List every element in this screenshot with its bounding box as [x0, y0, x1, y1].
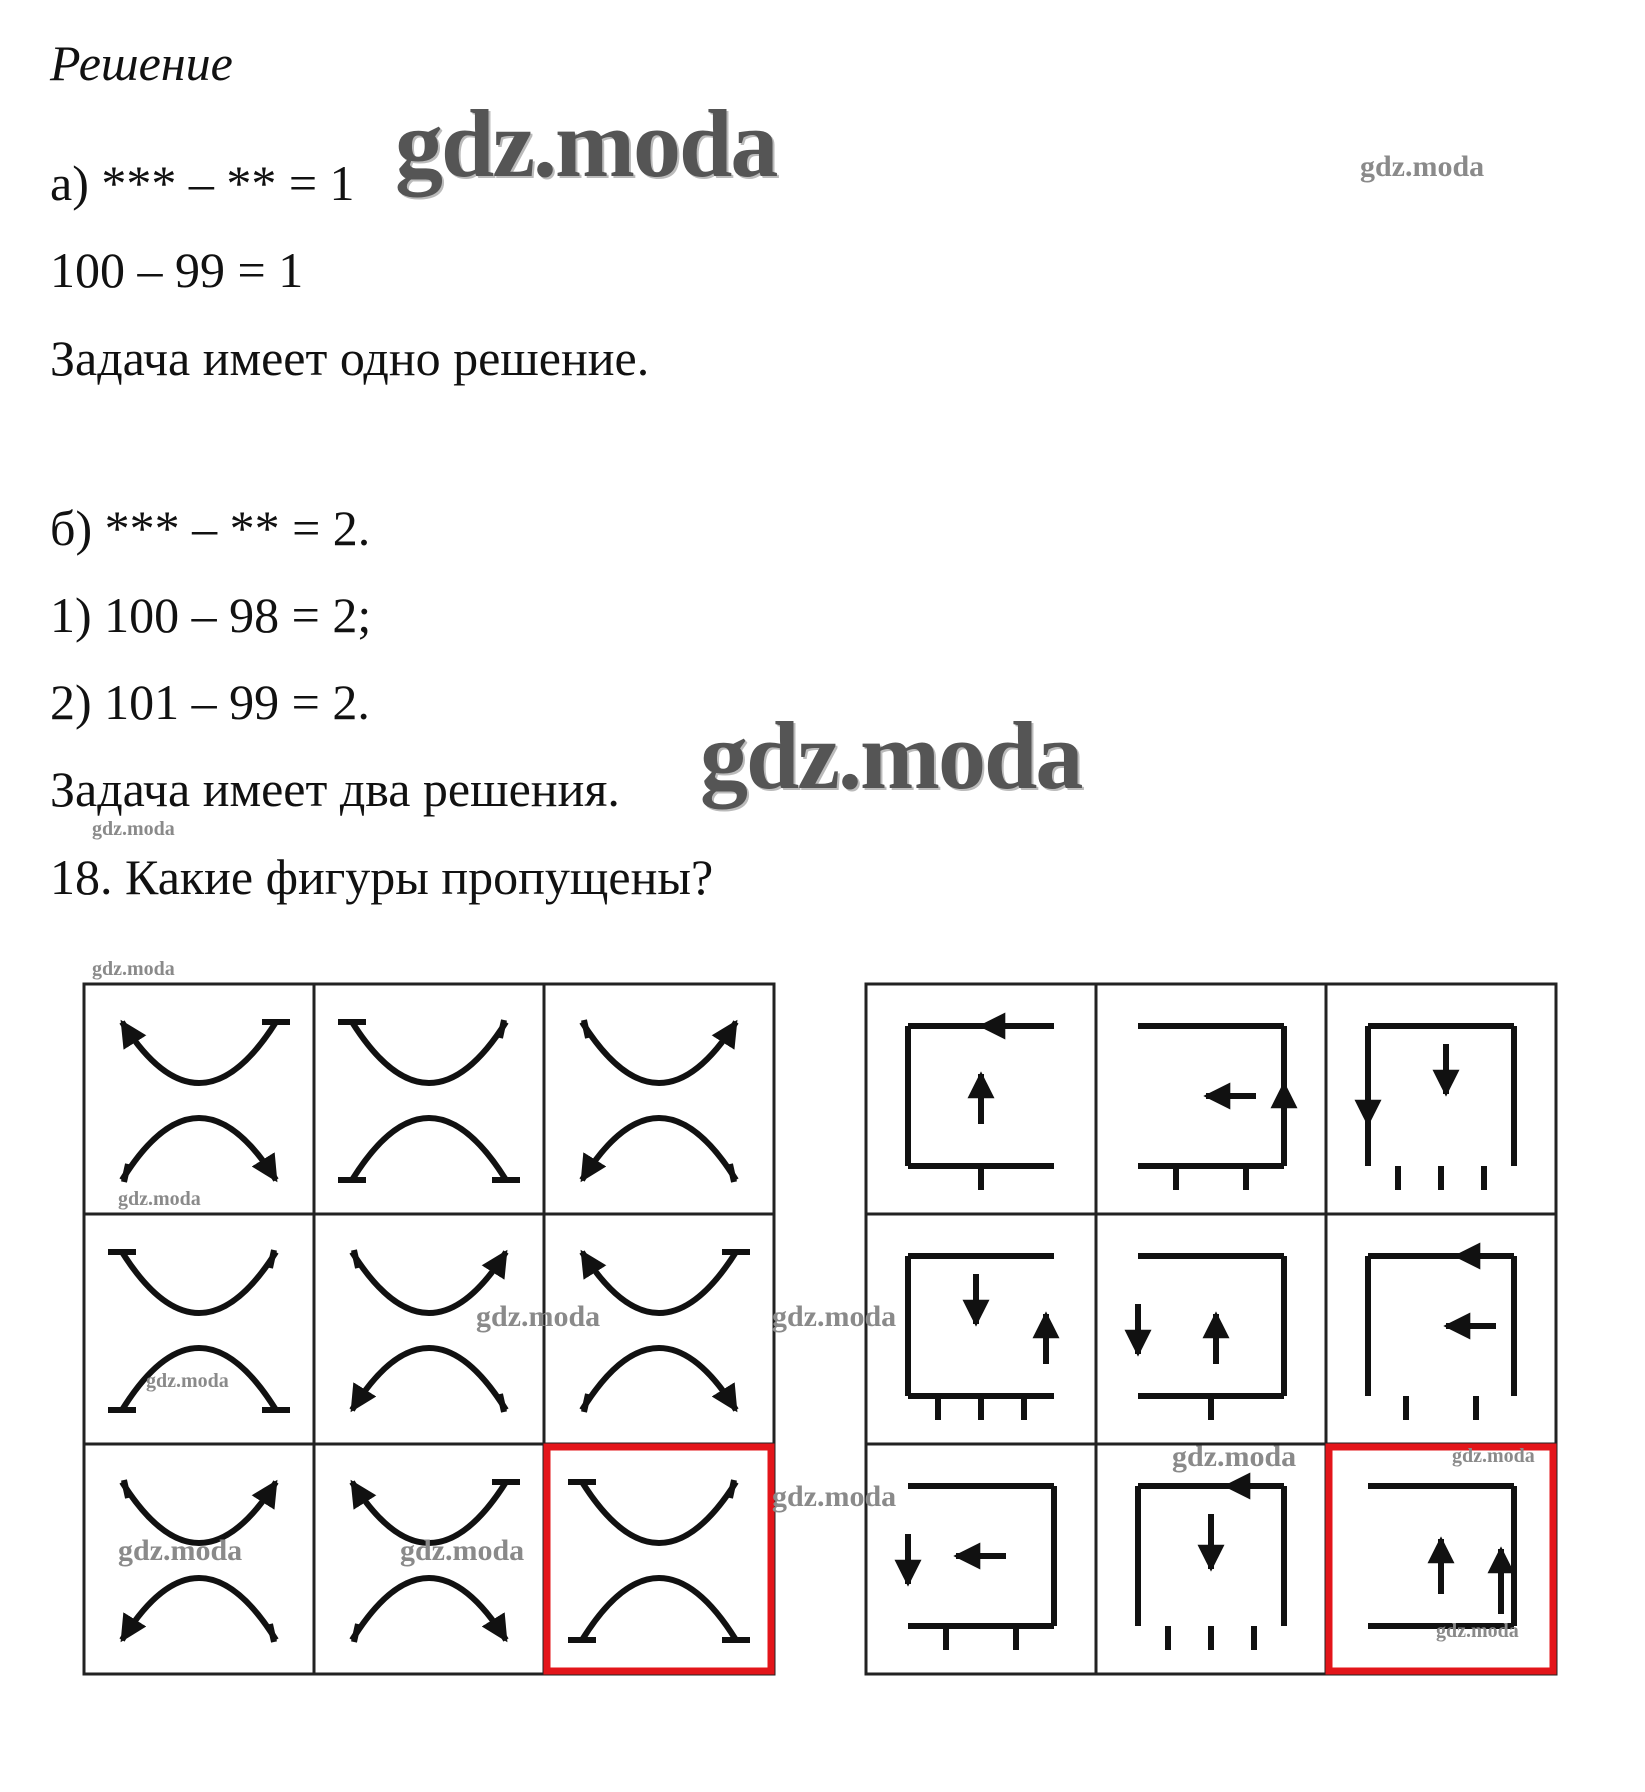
watermark-logo: gdz.moda: [146, 1370, 229, 1392]
arc-open-end: [584, 1020, 588, 1038]
watermark-logo: gdz.moda: [700, 702, 1082, 809]
watermark-logo: gdz.moda: [118, 1188, 201, 1210]
bracket-figure-cell: [1096, 1444, 1326, 1674]
part-b-statement: б) *** – ** = 2.: [50, 500, 371, 556]
watermark-logo: gdz.moda: [92, 818, 175, 840]
watermark-logo: gdz.moda: [1452, 1445, 1535, 1467]
arc-open-end: [124, 1164, 128, 1182]
part-a-equation: 100 – 99 = 1: [50, 242, 304, 298]
bracket-figure-cell: [1326, 1214, 1556, 1444]
part-b-conclusion: Задача имеет два решения.: [50, 761, 620, 817]
bracket-figure-cell: [1096, 984, 1326, 1214]
watermark-logo: gdz.moda: [772, 1480, 897, 1513]
bracket-figure-cell: [866, 1444, 1096, 1674]
arc-figure-cell: [84, 984, 314, 1214]
part-a-statement: а) *** – ** = 1: [50, 155, 355, 211]
arc-open-end: [730, 1164, 734, 1182]
grid-cell: [544, 984, 774, 1214]
part-b-solution-2: 2) 101 – 99 = 2.: [50, 674, 370, 730]
bracket-figure-cell: [1326, 984, 1556, 1214]
arc-figure-cell: [544, 984, 774, 1214]
arc-open-end: [500, 1394, 504, 1412]
watermark-logo: gdz.moda: [476, 1300, 601, 1333]
watermark-logo: gdz.moda: [1360, 150, 1485, 183]
arc-open-end: [270, 1624, 274, 1642]
grid-cell: [84, 984, 314, 1214]
bracket-figure-cell: [866, 984, 1096, 1214]
task-18-question: 18. Какие фигуры пропущены?: [50, 849, 714, 905]
watermark-logo: gdz.moda: [1172, 1440, 1297, 1473]
arc-open-end: [354, 1624, 358, 1642]
part-a-conclusion: Задача имеет одно решение.: [50, 330, 650, 386]
watermark-logo: gdz.moda: [395, 90, 777, 197]
watermark-logo: gdz.moda: [92, 958, 175, 980]
arc-figure-cell: [314, 984, 544, 1214]
arc-open-end: [354, 1250, 358, 1268]
bracket-figure-cell: [1096, 1214, 1326, 1444]
arc-open-end: [730, 1480, 734, 1498]
arc-open-end: [584, 1394, 588, 1412]
arc-open-end: [270, 1250, 274, 1268]
arc-figure-cell: [84, 1214, 314, 1444]
grid-cell: [1326, 1214, 1556, 1444]
watermark-logo: gdz.moda: [118, 1534, 243, 1567]
bracket-figure-cell: [866, 1214, 1096, 1444]
watermark-logo: gdz.moda: [1436, 1620, 1519, 1642]
watermark-logo: gdz.moda: [772, 1300, 897, 1333]
arc-arrows-grid: [84, 984, 774, 1674]
arc-open-end: [500, 1020, 504, 1038]
solution-heading: Решение: [50, 35, 233, 91]
part-b-solution-1: 1) 100 – 98 = 2;: [50, 587, 372, 643]
arc-open-end: [124, 1480, 128, 1498]
arc-figure-cell: [544, 1444, 774, 1674]
watermark-logo: gdz.moda: [400, 1534, 525, 1567]
bracket-arrows-grid: [866, 984, 1556, 1674]
